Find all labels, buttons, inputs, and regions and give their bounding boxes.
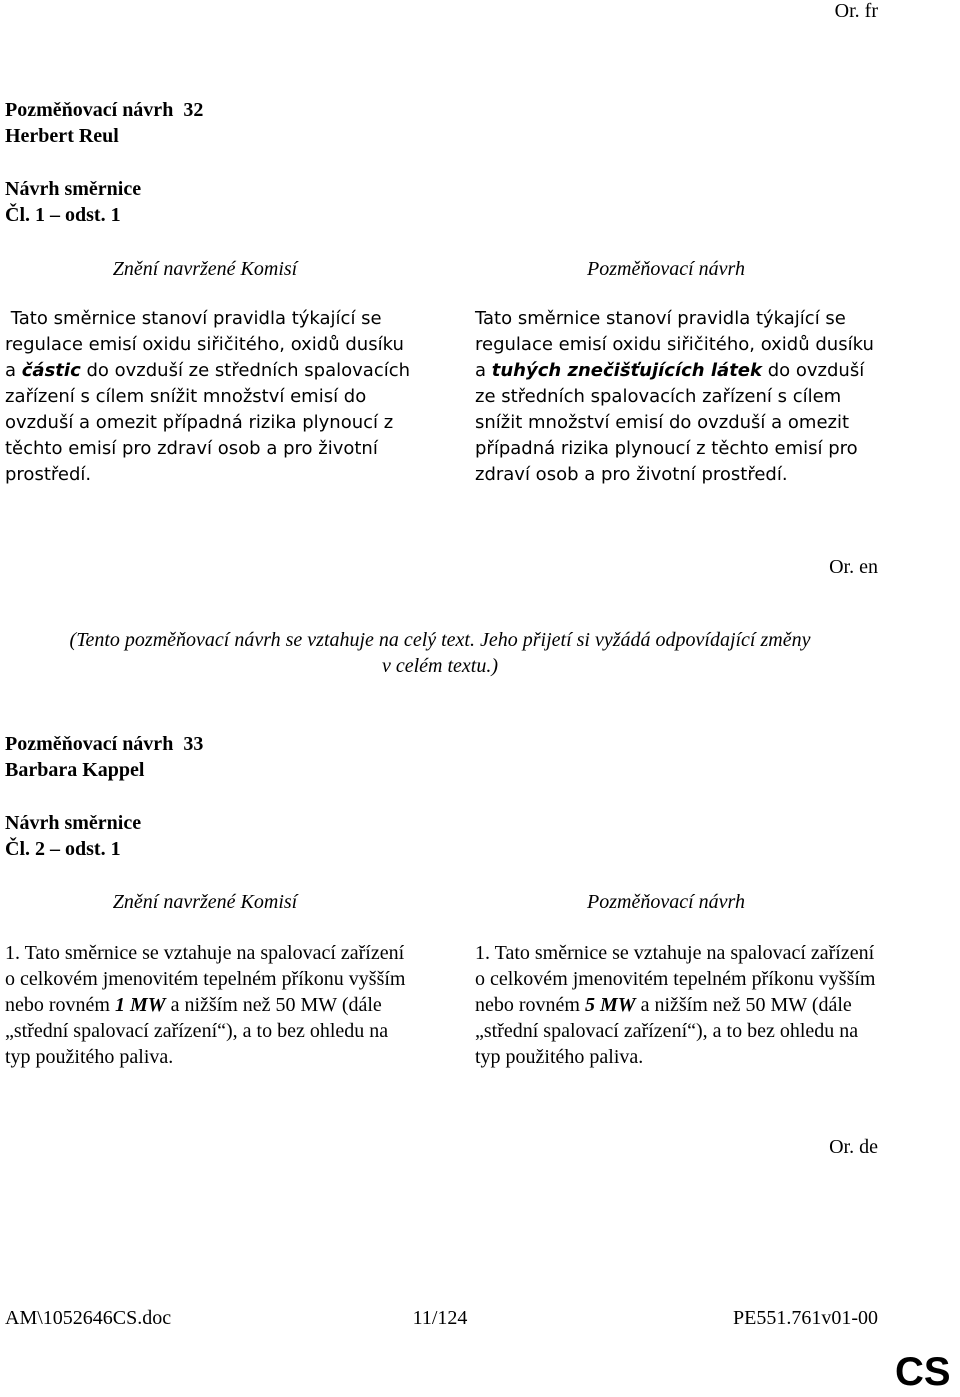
highlighted-change: částic	[21, 360, 81, 381]
amendment-number: 32	[183, 99, 204, 121]
proposal-type: Návrh směrnice	[5, 178, 142, 200]
language-code: CS	[895, 1350, 951, 1394]
original-language: Or. de	[829, 1136, 878, 1158]
amendment-text-heading: Pozměňovací návrh	[587, 258, 745, 280]
text-segment: 1. Tato směrnice se vztahuje na spalovací zařízení o celkovém jmenovitém tepelném příkonu vyšším nebo rovném	[475, 942, 876, 1016]
proposal-type: Návrh směrnice	[5, 812, 142, 834]
text-segment: do ovzduší ze středních spalovacích zařízení s cílem snížit množství emisí do ovzduší a omezit případná rizika plynoucí z těchto emisí pro zdraví osob a pro životní prostředí.	[5, 360, 411, 485]
text-segment: a nižším než 50 MW (dále „střední spalovací zařízení“), a to bez ohledu na typ použitého paliva.	[5, 994, 389, 1068]
note-line: (Tento pozměňovací návrh se vztahuje na celý text. Jeho přijetí si vyžádá odpovídající změny	[69, 629, 811, 651]
amendment-label: Pozměňovací návrh	[5, 733, 174, 755]
amendment-heading	[5, 97, 203, 123]
original-language: Or. en	[829, 556, 878, 578]
article-reference: Čl. 2 – odst. 1	[5, 838, 121, 860]
amended-text	[475, 306, 885, 488]
amendment-number: 33	[183, 733, 204, 755]
text-segment: do ovzduší ze středních spalovacích zařízení s cílem snížit množství emisí do ovzduší a omezit případná rizika plynoucí z těchto emisí pro zdraví osob a pro životní prostředí.	[475, 360, 865, 485]
footer-document-reference: AM\1052646CS.doc	[5, 1307, 172, 1329]
amendment-label: Pozměňovací návrh	[5, 99, 174, 121]
justification-note	[0, 627, 880, 679]
commission-text-heading: Znění navržené Komisí	[112, 891, 298, 913]
text-segment: Tato směrnice stanoví pravidla týkající se regulace emisí oxidu siřičitého, oxidů dusíku a	[475, 308, 874, 381]
text-segment: Tato směrnice stanoví pravidla týkající se regulace emisí oxidu siřičitého, oxidů dusíku a	[5, 308, 404, 381]
commission-text	[5, 940, 415, 1070]
footer-page-number: 11/124	[412, 1307, 468, 1329]
commission-text	[5, 306, 415, 488]
article-reference: Čl. 1 – odst. 1	[5, 204, 121, 226]
footer-pe-reference: PE551.761v01-00	[733, 1307, 878, 1329]
text-segment: 1. Tato směrnice se vztahuje na spalovací zařízení o celkovém jmenovitém tepelném příkonu vyšším nebo rovném	[5, 942, 406, 1016]
highlighted-change: 1 MW	[114, 994, 166, 1016]
note-line: v celém textu.)	[381, 655, 499, 677]
highlighted-change: tuhých znečišťujících látek	[491, 360, 762, 381]
amended-text	[475, 940, 885, 1070]
original-language-header: Or. fr	[834, 0, 878, 22]
commission-text-heading: Znění navržené Komisí	[112, 258, 298, 280]
text-segment: a nižším než 50 MW (dále „střední spalovací zařízení“), a to bez ohledu na typ použitého paliva.	[475, 994, 859, 1068]
amendment-author: Barbara Kappel	[5, 759, 145, 781]
highlighted-change: 5 MW	[584, 994, 636, 1016]
amendment-heading	[5, 731, 203, 757]
amendment-author: Herbert Reul	[5, 125, 119, 147]
amendment-text-heading: Pozměňovací návrh	[587, 891, 745, 913]
